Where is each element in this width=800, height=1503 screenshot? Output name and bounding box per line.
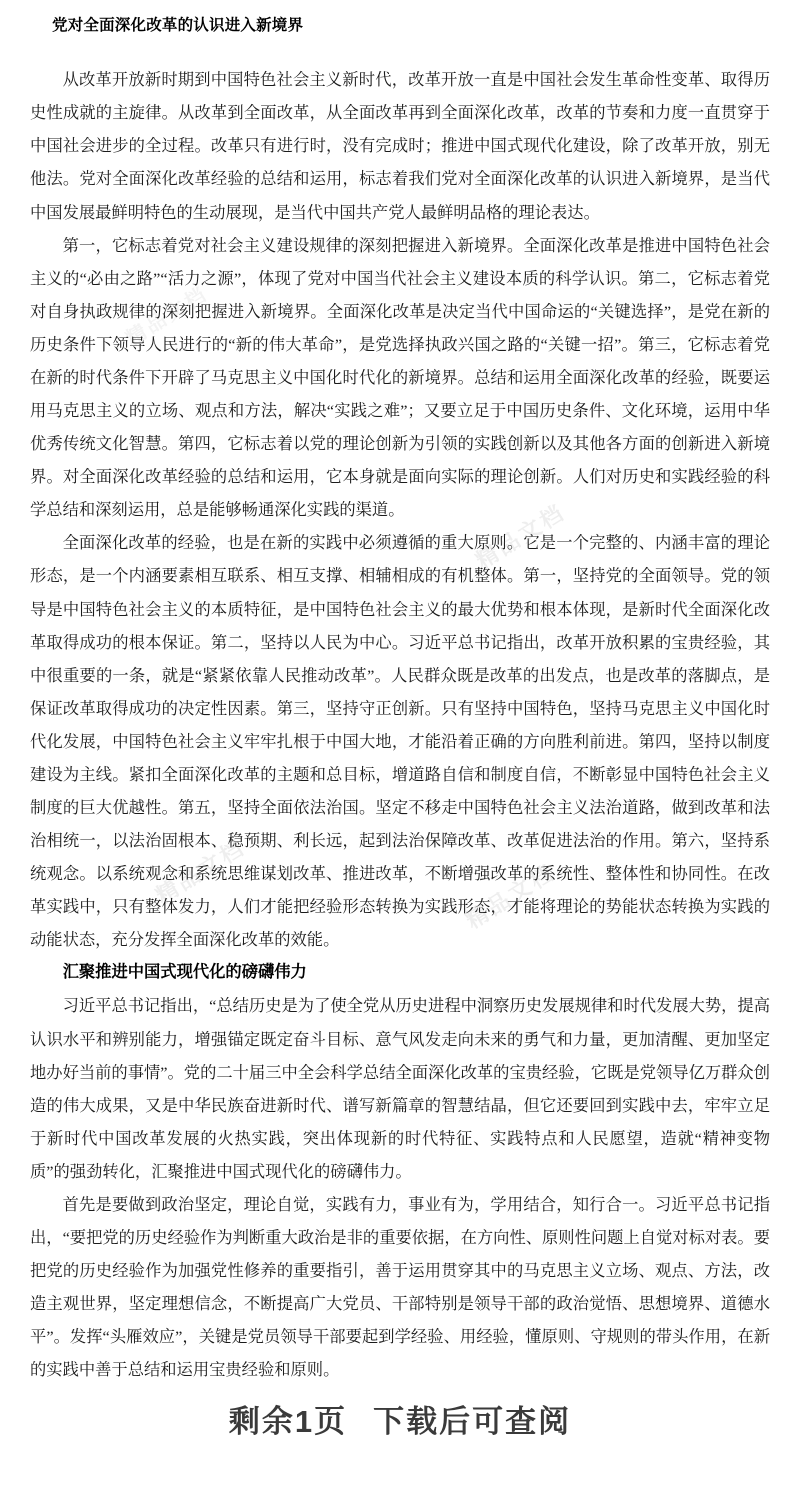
page-footer-hint [0,1396,800,1441]
watermark-text: 精品文档 [461,859,560,934]
paragraph: 第一，它标志着党对社会主义建设规律的深刻把握进入新境界。全面深化改革是推进中国特色社会主义的“必由之路”“活力之源”，体现了党对中国当代社会主义建设本质的科学认识。第二，它标志着党对自身执政规律的深刻把握进入新境界。全面深化改革是决定当代中国命运的“关键选择”，是党在新的历史条件下领导人民进行的“新的伟大革命”，是党选择执政兴国之路的“关键一招”。第三，它标志着党在新的时代条件下开辟了马克思主义中国化时代化的新境界。总结和运用全面深化改革的经验，既要运用马克思主义的立场、观点和方法，解决“实践之难”；又要立足于中国历史条件、文化环境，运用中华优秀传统文化智慧。第四，它标志着以党的理论创新为引领的实践创新以及其他各方面的创新进入新境界。对全面深化改革经验的总结和运用，它本身就是面向实际的理论创新。人们对历史和实践经验的科学总结和深刻运用，总是能够畅通深化实践的渠道。 [30,235,770,520]
watermark-text: 精品文档 [151,834,250,909]
watermark-text: 精品文档 [471,499,570,574]
remaining-pages-label: 剩余1页 [228,1404,348,1439]
document-body [30,63,770,1386]
download-hint-label: 下载后可查阅 [373,1404,572,1439]
page-title: 党对全面深化改革的认识进入新境界 [52,17,304,34]
paragraph: 首先是要做到政治坚定，理论自觉，实践有力，事业有为，学用结合，知行合一。习近平总书记指出，“要把党的历史经验作为判断重大政治是非的重要依据，在方向性、原则性问题上自觉对标对表。要把党的历史经验作为加强党性修养的重要指引，善于运用贯穿其中的马克思主义立场、观点、方法，改造主观世界，坚定理想信念，不断提高广大党员、干部特别是领导干部的政治觉悟、思想境界、道德水平”。发挥“头雁效应”，关键是党员领导干部要起到学经验、用经验，懂原则、守规则的带头作用，在新的实践中善于总结和运用宝贵经验和原则。 [30,1194,770,1380]
section-heading: 汇聚推进中国式现代化的磅礴伟力 [62,963,307,982]
watermark-text: 精品文档 [122,282,213,351]
paragraph: 全面深化改革的经验，也是在新的实践中必须遵循的重大原则。它是一个完整的、内涵丰富的理论形态，是一个内涵要素相互联系、相互支撑、相辅相成的有机整体。第一，坚持党的全面领导。党的领导是中国特色社会主义的本质特征，是中国特色社会主义的最大优势和根本体现，是新时代全面深化改革取得成功的根本保证。第二，坚持以人民为中心。习近平总书记指出，改革开放积累的宝贵经验，其中很重要的一条，就是“紧紧依靠人民推动改革”。人民群众既是改革的出发点，也是改革的落脚点，是保证改革取得成功的决定性因素。第三，坚持守正创新。只有坚持中国特色，坚持马克思主义中国化时代化发展，中国特色社会主义牢牢扎根于中国大地，才能沿着正确的方向胜利前进。第四，坚持以制度建设为主线。紧扣全面深化改革的主题和总目标，增道路自信和制度自信，不断彰显中国特色社会主义制度的巨大优越性。第五，坚持全面依法治国。坚定不移走中国特色社会主义法治道路，做到改革和法治相统一，以法治固根本、稳预期、利长远，起到法治保障改革、改革促进法治的作用。第六，坚持系统观念。以系统观念和系统思维谋划改革、推进改革，不断增强改革的系统性、整体性和协同性。在改革实践中，只有整体发力，人们才能把经验形态转换为实践形态，才能将理论的势能状态转换为实践的动能状态，充分发挥全面深化改革的效能。 [30,533,770,950]
paragraph: 习近平总书记指出，“总结历史是为了使全党从历史进程中洞察历史发展规律和时代发展大势，提高认识水平和辨别能力，增强锚定既定奋斗目标、意气风发走向未来的勇气和力量，更加清醒、更加坚定地办好当前的事情”。党的二十届三中全会科学总结全面深化改革的宝贵经验，它既是党领导亿万群众创造的伟大成果，又是中华民族奋进新时代、谱写新篇章的智慧结晶，但它还要回到实践中去，牢牢立足于新时代中国改革发展的火热实践，突出体现新的时代特征、实践特点和人民愿望，造就“精神变物质”的强劲转化，汇聚推进中国式现代化的磅礴伟力。 [30,996,770,1181]
paragraph: 从改革开放新时期到中国特色社会主义新时代，改革开放一直是中国社会发生革命性变革、取得历史性成就的主旋律。从改革到全面改革，从全面改革再到全面深化改革，改革的节奏和力度一直贯穿于中国社会进步的全过程。改革只有进行时，没有完成时；推进中国式现代化建设，除了改革开放，别无他法。党对全面深化改革经验的总结和运用，标志着我们党对全面深化改革的认识进入新境界，是当代中国发展最鲜明特色的生动展现，是当代中国共产党人最鲜明品格的理论表达。 [30,70,770,222]
